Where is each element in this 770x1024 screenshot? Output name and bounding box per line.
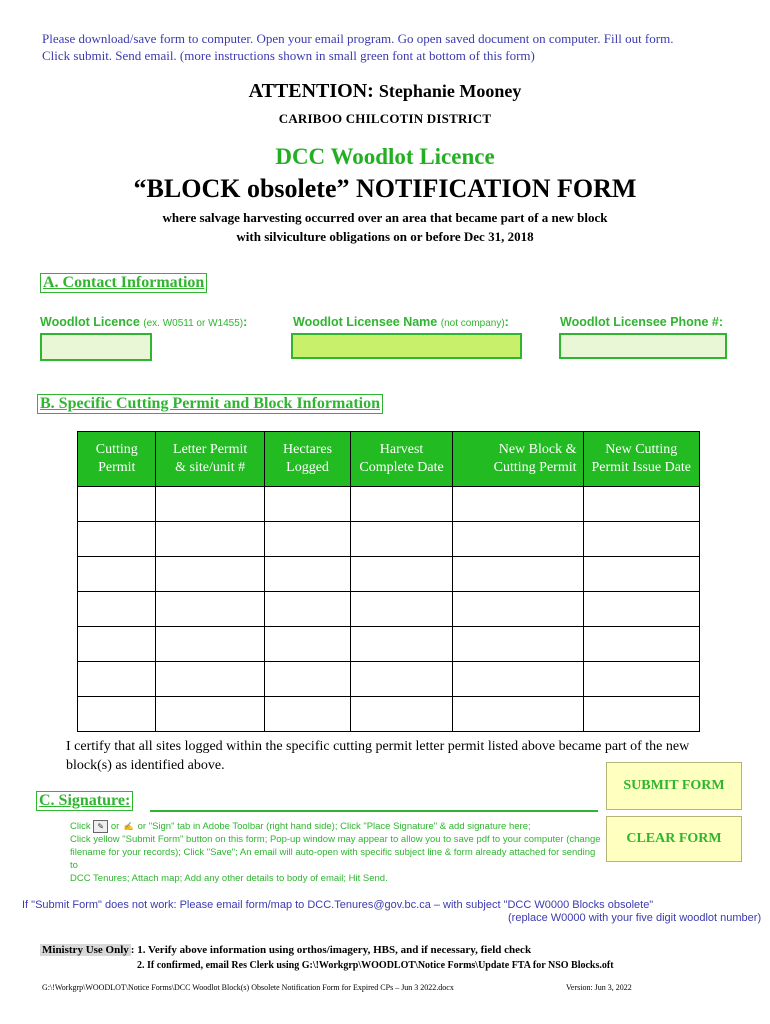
table-cell-input[interactable] (583, 487, 700, 522)
table-cell-input[interactable] (583, 697, 700, 732)
form-title-2: “BLOCK obsolete” NOTIFICATION FORM (133, 174, 637, 203)
table-cell-input[interactable] (156, 592, 264, 627)
attention-line (0, 80, 770, 103)
certification-statement: I certify that all sites logged within the specific cutting permit letter permit listed above became part of the new block(s) as identified above. (66, 739, 690, 773)
signature-instructions (70, 820, 605, 885)
table-cell-input[interactable] (264, 557, 350, 592)
licence-input[interactable] (40, 333, 152, 361)
attention-name: Stephanie Mooney (378, 81, 522, 101)
instr-click: Click (70, 821, 91, 833)
table-cell-input[interactable] (583, 627, 700, 662)
col-header-cutting-permit: Cutting Permit (78, 432, 156, 487)
table-cell-input[interactable] (78, 487, 156, 522)
table-cell-input[interactable] (78, 627, 156, 662)
signature-line[interactable] (150, 810, 598, 812)
table-cell-input[interactable] (351, 662, 453, 697)
table-header-row (78, 432, 700, 487)
table-row (78, 487, 700, 522)
table-cell-input[interactable] (583, 662, 700, 697)
instr-line-3: filename for your records); Click "Save"; An email will auto-open with specific subject line & form already attached for sending to (70, 847, 596, 872)
table-cell-input[interactable] (583, 557, 700, 592)
footer-version: Version: Jun 3, 2022 (566, 983, 632, 992)
phone-label: Woodlot Licensee Phone #: (560, 315, 723, 329)
instr-line-1 (70, 820, 605, 833)
table-cell-input[interactable] (156, 487, 264, 522)
licensee-name-input[interactable] (291, 333, 522, 359)
table-cell-input[interactable] (452, 662, 583, 697)
footer-file-path: G:\!Workgrp\WOODLOT\Notice Forms\DCC Woodlot Block(s) Obsolete Notification Form for Expired CPs – Jun 3 2022.docx (42, 983, 454, 992)
licence-label (40, 315, 247, 329)
form-subtitle (0, 208, 770, 246)
subtitle-line-1: where salvage harvesting occurred over an area that became part of a new block (162, 210, 608, 225)
table-cell-input[interactable] (264, 487, 350, 522)
col-header-letter-permit: Letter Permit & site/unit # (156, 432, 264, 487)
intro-instructions (42, 30, 742, 64)
table-cell-input[interactable] (264, 592, 350, 627)
table-cell-input[interactable] (583, 592, 700, 627)
col-header-new-block: New Block & Cutting Permit (452, 432, 583, 487)
table-cell-input[interactable] (156, 522, 264, 557)
table-cell-input[interactable] (264, 697, 350, 732)
ministry-step-2: 2. If confirmed, email Res Clerk using G:\!Workgrp\WOODLOT\Notice Forms\Update FTA for NSO Blocks.oft (137, 960, 614, 971)
licence-colon: : (243, 315, 248, 329)
licensee-label (293, 315, 509, 329)
submit-form-button[interactable]: SUBMIT FORM (606, 762, 742, 810)
table-cell-input[interactable] (583, 522, 700, 557)
table-cell-input[interactable] (78, 592, 156, 627)
table-cell-input[interactable] (264, 522, 350, 557)
table-cell-input[interactable] (452, 697, 583, 732)
table-cell-input[interactable] (78, 522, 156, 557)
table-cell-input[interactable] (156, 557, 264, 592)
section-b-heading: B. Specific Cutting Permit and Block Information (37, 394, 383, 414)
table-cell-input[interactable] (351, 592, 453, 627)
attention-label: ATTENTION: (248, 80, 374, 102)
licensee-colon: : (504, 315, 509, 329)
table-cell-input[interactable] (452, 522, 583, 557)
intro-line-2: Click submit. Send email. (more instructions shown in small green font at bottom of this form) (42, 48, 535, 63)
sign-tab-icon: ✍ (123, 822, 134, 831)
section-a-heading: A. Contact Information (40, 273, 207, 293)
licence-label-text: Woodlot Licence (40, 315, 140, 329)
table-cell-input[interactable] (351, 697, 453, 732)
table-row (78, 627, 700, 662)
col-header-hectares: Hectares Logged (264, 432, 350, 487)
table-cell-input[interactable] (156, 697, 264, 732)
table-cell-input[interactable] (452, 592, 583, 627)
table-row (78, 662, 700, 697)
subtitle-line-2: with silviculture obligations on or before Dec 31, 2018 (236, 229, 534, 244)
table-cell-input[interactable] (351, 522, 453, 557)
fill-sign-icon: ✎ (93, 820, 108, 833)
form-title-1: DCC Woodlot Licence (275, 144, 495, 169)
table-cell-input[interactable] (264, 627, 350, 662)
licensee-hint: (not company) (440, 318, 505, 329)
ministry-use-section (40, 944, 531, 956)
table-row (78, 697, 700, 732)
table-row (78, 557, 700, 592)
licensee-label-text: Woodlot Licensee Name (293, 315, 438, 329)
ministry-use-label: Ministry Use Only (42, 944, 129, 956)
table-cell-input[interactable] (351, 487, 453, 522)
table-cell-input[interactable] (78, 557, 156, 592)
table-row (78, 592, 700, 627)
licence-hint: (ex. W0511 or W1455) (143, 318, 244, 329)
table-cell-input[interactable] (452, 557, 583, 592)
table-cell-input[interactable] (351, 557, 453, 592)
instr-line-2: Click yellow "Submit Form" button on this form; Pop-up window may appear to allow you to save pdf to your computer (change (70, 834, 601, 846)
table-cell-input[interactable] (156, 662, 264, 697)
table-row (78, 522, 700, 557)
submit-fallback-notice: If "Submit Form" does not work: Please email form/map to DCC.Tenures@gov.bc.ca – with subject "DCC W0000 Blocks obsolete" (22, 899, 654, 911)
table-cell-input[interactable] (452, 487, 583, 522)
col-header-new-cp-date: New Cutting Permit Issue Date (583, 432, 700, 487)
phone-input[interactable] (559, 333, 727, 359)
col-header-harvest-date: Harvest Complete Date (351, 432, 453, 487)
instr-or: or (110, 821, 120, 833)
table-cell-input[interactable] (351, 627, 453, 662)
table-cell-input[interactable] (156, 627, 264, 662)
ministry-step-1: : 1. Verify above information using orthos/imagery, HBS, and if necessary, field check (130, 944, 532, 956)
instr-line-4: DCC Tenures; Attach map; Add any other details to body of email; Hit Send. (70, 873, 388, 885)
district-name: CARIBOO CHILCOTIN DISTRICT (278, 111, 492, 126)
section-c-heading: C. Signature: (36, 791, 133, 811)
table-cell-input[interactable] (452, 627, 583, 662)
clear-form-button[interactable]: CLEAR FORM (606, 816, 742, 862)
table-cell-input[interactable] (264, 662, 350, 697)
submit-fallback-hint: (replace W0000 with your five digit woodlot number) (508, 912, 762, 924)
intro-line-1: Please download/save form to computer. Open your email program. Go open saved document on computer. Fill out form. (42, 31, 674, 46)
cutting-permit-table (77, 431, 700, 732)
instr-rest: or "Sign" tab in Adobe Toolbar (right hand side); Click "Place Signature" & add signature here; (137, 821, 531, 833)
table-cell-input[interactable] (78, 697, 156, 732)
table-cell-input[interactable] (78, 662, 156, 697)
